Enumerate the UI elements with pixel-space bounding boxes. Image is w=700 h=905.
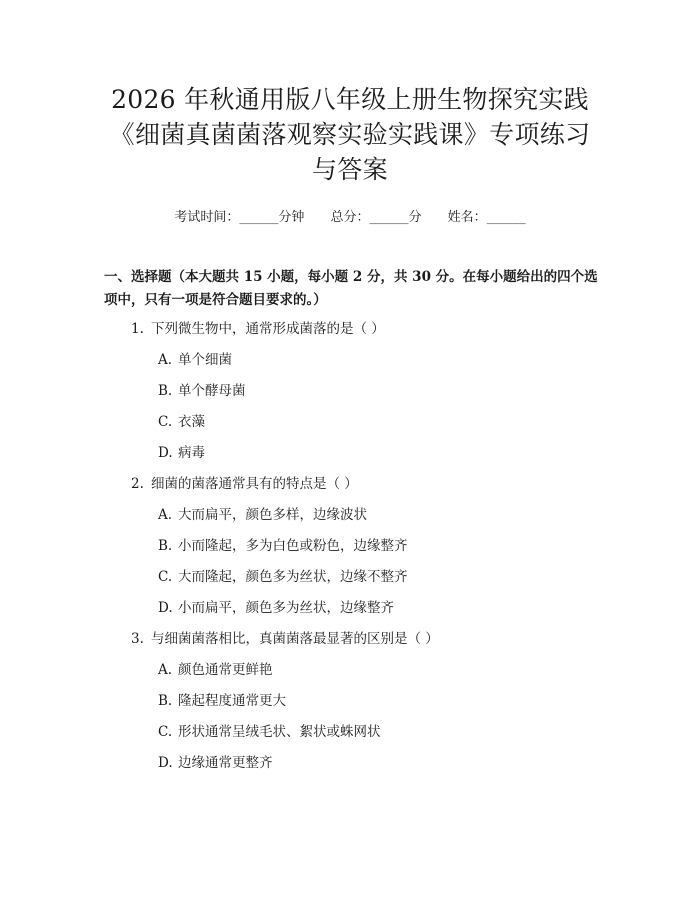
option-3b: [158, 686, 700, 717]
option-text: 病毒: [178, 445, 205, 461]
exam-meta: [0, 206, 700, 225]
question-number: 2.: [131, 476, 144, 492]
option-1b: [158, 376, 700, 407]
option-text: 单个细菌: [178, 352, 232, 368]
question-1: [131, 314, 700, 345]
option-3a: [158, 655, 700, 686]
option-text: 隆起程度通常更大: [178, 693, 286, 709]
option-text: 大而隆起，颜色多为丝状，边缘不整齐: [178, 569, 408, 585]
title-line-3: 与答案: [312, 155, 388, 184]
question-number: 1.: [131, 321, 144, 337]
option-3d: [158, 748, 700, 779]
option-text: 衣藻: [178, 414, 205, 430]
option-letter: A.: [158, 352, 173, 368]
question-number: 3.: [131, 631, 144, 647]
question-text: 细菌的菌落通常具有的特点是（ ）: [151, 476, 358, 492]
option-3c: [158, 717, 700, 748]
option-text: 边缘通常更整齐: [178, 755, 273, 771]
option-letter: A.: [158, 507, 173, 523]
option-text: 大而扁平，颜色多样，边缘波状: [178, 507, 367, 523]
option-text: 小而扁平，颜色多为丝状，边缘整齐: [178, 600, 394, 616]
option-text: 单个酵母菌: [178, 383, 246, 399]
title-line-2: 《细菌真菌菌落观察实验实践课》专项练习: [109, 120, 591, 149]
document-title: [60, 82, 640, 187]
option-text: 颜色通常更鲜艳: [178, 662, 273, 678]
question-3: [131, 624, 700, 655]
option-2a: [158, 500, 700, 531]
option-letter: D.: [158, 445, 173, 461]
total-score: 总分：______分: [330, 210, 422, 225]
option-letter: A.: [158, 662, 173, 678]
question-text: 下列微生物中，通常形成菌落的是（ ）: [151, 321, 385, 337]
question-text: 与细菌菌落相比，真菌菌落最显著的区别是（ ）: [151, 631, 439, 647]
option-letter: C.: [158, 569, 173, 585]
question-list: [0, 314, 700, 779]
option-text: 形状通常呈绒毛状、絮状或蛛网状: [178, 724, 381, 740]
option-letter: B.: [158, 383, 173, 399]
question-2: [131, 469, 700, 500]
option-letter: C.: [158, 414, 173, 430]
option-2d: [158, 593, 700, 624]
option-letter: D.: [158, 600, 173, 616]
option-letter: B.: [158, 693, 173, 709]
option-2b: [158, 531, 700, 562]
option-1a: [158, 345, 700, 376]
option-letter: C.: [158, 724, 173, 740]
title-line-1: 2026 年秋通用版八年级上册生物探究实践: [111, 85, 589, 114]
section-header: 一、选择题（本大题共 15 小题，每小题 2 分，共 30 分。在每小题给出的四个选项中，只有一项是符合题目要求的。）: [104, 269, 598, 308]
exam-time: 考试时间：______分钟: [174, 210, 305, 225]
student-name: 姓名：______: [447, 210, 526, 225]
option-letter: B.: [158, 538, 173, 554]
option-1d: [158, 438, 700, 469]
option-1c: [158, 407, 700, 438]
option-letter: D.: [158, 755, 173, 771]
option-2c: [158, 562, 700, 593]
option-text: 小而隆起，多为白色或粉色，边缘整齐: [178, 538, 408, 554]
